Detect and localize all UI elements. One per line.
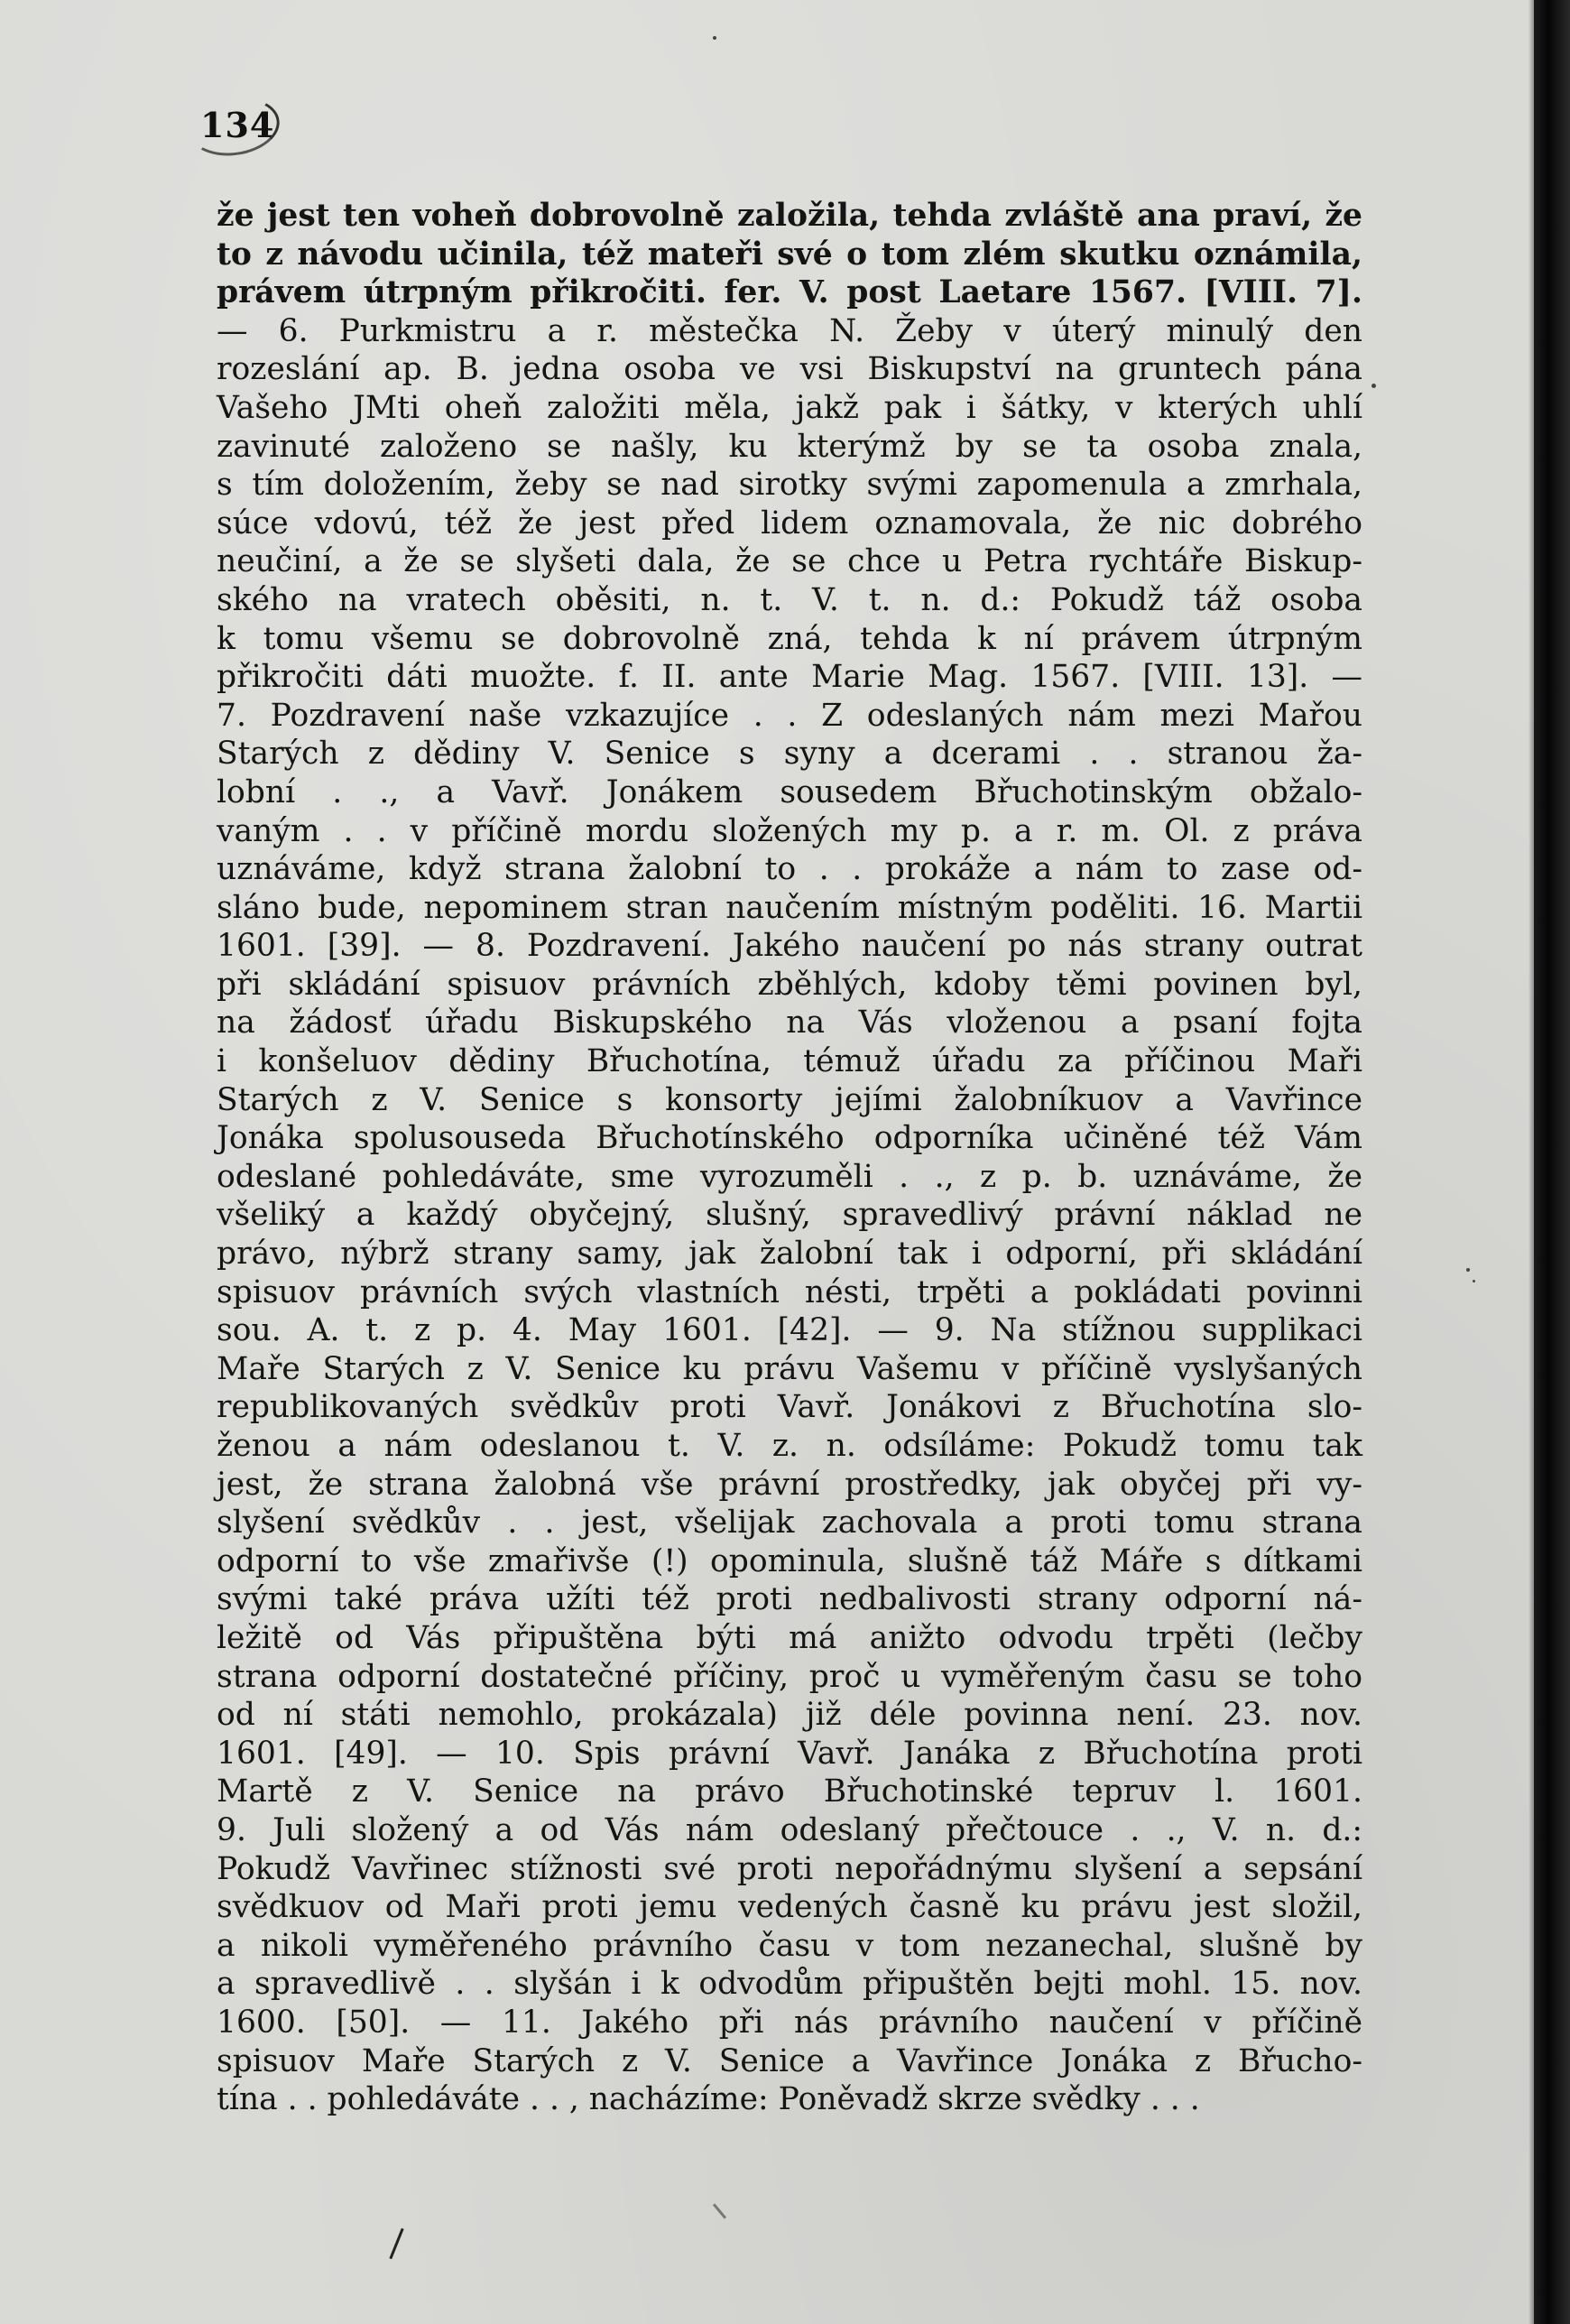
text-line: odporní to vše zmařivše (!) opominula, slušně táž Máře s dítkami — [217, 1542, 1362, 1579]
book-binding — [1534, 0, 1570, 2324]
text-line: všeliký a každý obyčejný, slušný, spravedlivý právní náklad ne — [217, 1197, 1362, 1234]
pencil-mark — [389, 2228, 403, 2260]
text-line: spisuov právních svých vlastních nésti, trpěti a pokládati povinni — [217, 1273, 1362, 1310]
text-line: republikovaných svědkův proti Vavř. Jonákovi z Břuchotína slo- — [217, 1389, 1362, 1426]
text-line: to z návodu učinila, též mateři své o tom zlém skutku oznámila, — [217, 236, 1362, 273]
text-line: Pokudž Vavřinec stížnosti své proti nepořádnýmu slyšení a sepsání — [217, 1850, 1362, 1887]
text-line: — 6. Purkmistru a r. městečka N. Žeby v úterý minulý den — [217, 312, 1362, 349]
text-line: rozeslání ap. B. jedna osoba ve vsi Biskupství na gruntech pána — [217, 351, 1362, 388]
text-line: že jest ten voheň dobrovolně založila, tehda zvláště ana praví, že — [217, 198, 1362, 234]
ink-speck — [1371, 384, 1376, 388]
ink-speck — [713, 36, 716, 40]
text-line: tína . . pohledáváte . . , nacházíme: Poněvadž skrze svědky . . . — [217, 2081, 1200, 2118]
text-line: a nikoli vyměřeného právního času v tom nezanechal, slušně by — [217, 1927, 1362, 1964]
text-line: Starých z dědiny V. Senice s syny a dcerami . . stranou ža- — [217, 736, 1362, 773]
text-line: súce vdovú, též že jest před lidem oznamovala, že nic dobrého — [217, 505, 1362, 542]
text-line: právem útrpným přikročiti. fer. V. post Laetare 1567. [VIII. 7]. — [217, 274, 1362, 311]
ink-speck — [1466, 1268, 1470, 1272]
text-line: Jonáka spolusouseda Břuchotínského odporníka učiněné též Vám — [217, 1120, 1362, 1157]
text-line: 7. Pozdravení naše vzkazujíce . . Z odeslaných nám mezi Mařou — [217, 697, 1362, 734]
text-line: 1601. [39]. — 8. Pozdravení. Jakého naučení po nás strany outrat — [217, 928, 1362, 965]
text-line: uznáváme, když strana žalobní to . . prokáže a nám to zase od- — [217, 851, 1362, 888]
text-line: ženou a nám odeslanou t. V. z. n. odsíláme: Pokudž tomu tak — [217, 1428, 1362, 1464]
text-line: s tím doložením, žeby se nad sirotky svými zapomenula a zmrhala, — [217, 467, 1362, 504]
text-line: 9. Juli složený a od Vás nám odeslaný přečtouce . ., V. n. d.: — [217, 1811, 1362, 1848]
text-line: svědkuov od Maři proti jemu vedených časně ku právu jest složil, — [217, 1889, 1362, 1926]
text-line: k tomu všemu se dobrovolně zná, tehda k ní právem útrpným — [217, 620, 1362, 657]
text-line: sou. A. t. z p. 4. May 1601. [42]. — 9. Na stížnou supplikaci — [217, 1312, 1362, 1349]
text-line: slyšení svědkův . . jest, všelijak zachovala a proti tomu strana — [217, 1505, 1362, 1542]
text-line: odeslané pohledáváte, sme vyrozuměli . ., z p. b. uznáváme, že — [217, 1158, 1362, 1195]
text-line: právo, nýbrž strany samy, jak žalobní tak i odporní, při skládání — [217, 1236, 1362, 1273]
text-line: ského na vratech oběsiti, n. t. V. t. n. d.: Pokudž táž osoba — [217, 581, 1362, 618]
text-line: i konšeluov dědiny Břuchotína, témuž úřadu za příčinou Maři — [217, 1043, 1362, 1080]
text-line: vaným . . v příčině mordu složených my p. a r. m. Ol. z práva — [217, 812, 1362, 849]
text-line: lobní . ., a Vavř. Jonákem sousedem Břuchotinským obžalo- — [217, 773, 1362, 810]
text-line: spisuov Maře Starých z V. Senice a Vavřince Jonáka z Břucho- — [217, 2042, 1362, 2079]
pencil-mark — [713, 2203, 726, 2218]
text-line: ležitě od Vás připuštěna býti má anižto odvodu trpěti (lečby — [217, 1619, 1362, 1656]
text-line: Martě z V. Senice na právo Břuchotinské tepruv l. 1601. — [217, 1773, 1362, 1810]
ink-speck — [1473, 1280, 1475, 1282]
text-line: na žádosť úřadu Biskupského na Vás vloženou a psaní fojta — [217, 1005, 1362, 1042]
text-line: svými také práva užíti též proti nedbalivosti strany odporní ná- — [217, 1581, 1362, 1618]
text-line: 1601. [49]. — 10. Spis právní Vavř. Janáka z Břuchotína proti — [217, 1735, 1362, 1772]
text-line: zavinuté založeno se našly, ku kterýmž by se ta osoba znala, — [217, 428, 1362, 465]
text-line: jest, že strana žalobná vše právní prostředky, jak obyčej při vy- — [217, 1466, 1362, 1503]
text-line: 1600. [50]. — 11. Jakého při nás právního naučení v příčině — [217, 2004, 1362, 2041]
text-line: přikročiti dáti muožte. f. II. ante Marie Mag. 1567. [VIII. 13]. — — [217, 659, 1362, 696]
text-line: strana odporní dostatečné příčiny, proč u vyměřeným času se toho — [217, 1658, 1362, 1695]
text-line: od ní státi nemohlo, prokázala) již déle povinna není. 23. nov. — [217, 1697, 1362, 1734]
text-line: Vašeho JMti oheň založiti měla, jakž pak i šátky, v kterých uhlí — [217, 389, 1362, 426]
text-line: neučiní, a že se slyšeti dala, že se chce u Petra rychtáře Biskup- — [217, 543, 1362, 580]
text-line: Starých z V. Senice s konsorty jejími žalobníkuov a Vavřince — [217, 1081, 1362, 1118]
text-line: sláno bude, nepominem stran naučením místným poděliti. 16. Martii — [217, 889, 1362, 926]
page-number: 134 — [200, 105, 275, 145]
text-line: a spravedlivě . . slyšán i k odvodům připuštěn bejti mohl. 15. nov. — [217, 1966, 1362, 2003]
body-text — [217, 197, 1362, 2119]
text-line: Maře Starých z V. Senice ku právu Vašemu v příčině vyslyšaných — [217, 1350, 1362, 1387]
text-line: při skládání spisuov právních zběhlých, kdoby těmi povinen byl, — [217, 966, 1362, 1003]
